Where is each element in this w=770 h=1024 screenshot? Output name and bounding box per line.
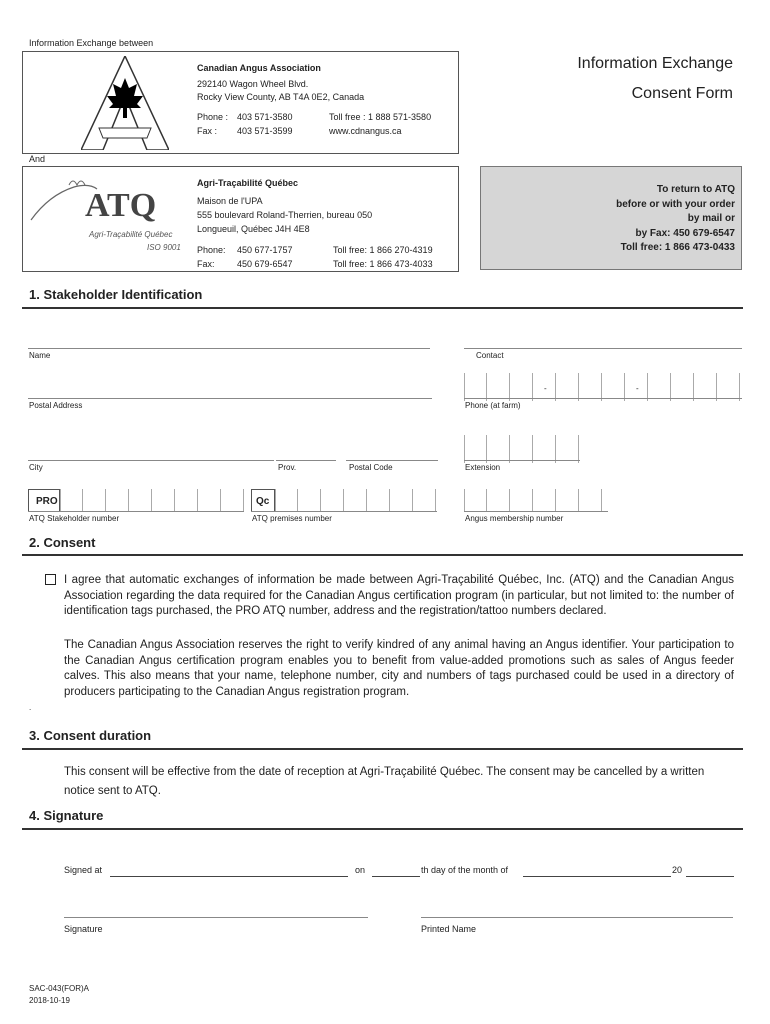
caa-address2: Rocky View County, AB T4A 0E2, Canada bbox=[197, 92, 365, 102]
printed-name-label: Printed Name bbox=[421, 924, 477, 934]
return-line1: To return to ATQ bbox=[656, 184, 735, 195]
year-prefix: 20 bbox=[672, 865, 683, 875]
signature-label: Signature bbox=[64, 924, 103, 934]
return-line4: by Fax: 450 679-6547 bbox=[635, 227, 735, 239]
premises-label: ATQ premises number bbox=[252, 514, 332, 523]
atq-address1: Maison de l'UPA bbox=[197, 196, 263, 206]
consent-para2: The Canadian Angus Association reserves the right to verify kindred of any animal having an Angus identifier. Your participation to the Canadian Angus certification program enables you to benefit from value-added promotions such as sales of Angus feeder calves. This also means that your name, telephone number, city and numbers of tags purchased could be used in a directory of producers participating to the Canadian Angus registration program. bbox=[64, 639, 734, 698]
return-line3: by mail or bbox=[687, 213, 735, 224]
return-box bbox=[480, 166, 742, 270]
month-field[interactable] bbox=[523, 876, 671, 877]
phone-line bbox=[464, 398, 742, 399]
caa-phone: 403 571-3580 bbox=[237, 112, 293, 122]
return-line5: Toll free: 1 866 473-0433 bbox=[620, 242, 735, 253]
contact-label: Contact bbox=[476, 351, 504, 360]
phone-dash-2: - bbox=[636, 384, 639, 393]
name-field[interactable] bbox=[28, 348, 430, 349]
stray-dot: . bbox=[29, 703, 32, 712]
consent-checkbox[interactable] bbox=[45, 574, 56, 585]
return-line2: before or with your order bbox=[616, 198, 735, 210]
caa-name: Canadian Angus Association bbox=[197, 63, 321, 73]
postal-address-label: Postal Address bbox=[29, 401, 83, 410]
prov-field[interactable] bbox=[276, 460, 336, 461]
caa-fax-label: Fax : bbox=[197, 126, 218, 136]
prov-label: Prov. bbox=[278, 463, 297, 472]
postal-address-field[interactable] bbox=[28, 398, 432, 399]
caa-tollfree: Toll free : 1 888 571-3580 bbox=[329, 112, 432, 122]
qc-prefix-box bbox=[251, 489, 275, 512]
phone-cells[interactable] bbox=[464, 373, 740, 401]
caa-phone-label: Phone : bbox=[197, 112, 229, 122]
pro-prefix-box bbox=[28, 489, 60, 512]
name-label: Name bbox=[29, 351, 51, 360]
premises-number-cells[interactable] bbox=[275, 489, 436, 511]
signed-at-field[interactable] bbox=[110, 876, 348, 877]
atq-box bbox=[22, 166, 459, 272]
printed-name-field[interactable] bbox=[421, 917, 733, 918]
caa-address1: 292140 Wagon Wheel Blvd. bbox=[197, 79, 309, 89]
form-title-line1: Information Exchange bbox=[577, 55, 733, 72]
pro-prefix: PRO bbox=[36, 496, 58, 507]
form-title-line2: Consent Form bbox=[631, 85, 733, 102]
membership-number-cells[interactable] bbox=[464, 489, 602, 511]
year-field[interactable] bbox=[686, 876, 734, 877]
section1-title: 1. Stakeholder Identification bbox=[29, 287, 203, 302]
caa-web: www.cdnangus.ca bbox=[329, 126, 402, 136]
stakeholder-label: ATQ Stakeholder number bbox=[29, 514, 120, 523]
membership-label: Angus membership number bbox=[465, 514, 564, 523]
atq-fax-label: Fax: bbox=[197, 259, 215, 269]
postal-code-field[interactable] bbox=[346, 460, 438, 461]
signature-field[interactable] bbox=[64, 917, 368, 918]
atq-phone-label: Phone: bbox=[197, 245, 226, 255]
stakeholder-number-cells[interactable] bbox=[60, 489, 244, 511]
atq-logo bbox=[29, 175, 189, 255]
atq-logo-iso: ISO 9001 bbox=[147, 243, 181, 252]
atq-logo-text: ATQ bbox=[85, 187, 157, 224]
city-field[interactable] bbox=[28, 460, 274, 461]
atq-phone: 450 677-1757 bbox=[237, 245, 293, 255]
atq-address3: Longueuil, Québec J4H 4E8 bbox=[197, 224, 310, 234]
extension-cells[interactable] bbox=[464, 435, 579, 463]
phone-dash-1: - bbox=[544, 384, 547, 393]
signed-at-label: Signed at bbox=[64, 865, 103, 875]
section4-rule bbox=[22, 828, 743, 830]
section3-title: 3. Consent duration bbox=[29, 728, 152, 743]
atq-tollfree1: Toll free: 1 866 270-4319 bbox=[333, 245, 433, 255]
membership-line bbox=[464, 511, 608, 512]
extension-line bbox=[464, 460, 580, 461]
day-field[interactable] bbox=[372, 876, 420, 877]
section2-title: 2. Consent bbox=[29, 535, 96, 550]
intro-text: Information Exchange between bbox=[29, 38, 154, 48]
postal-code-label: Postal Code bbox=[349, 463, 393, 472]
atq-address2: 555 boulevard Roland-Therrien, bureau 050 bbox=[197, 210, 373, 220]
consent-duration-text: This consent will be effective from the date of reception at Agri-Traçabilité Québec. The consent may be cancelled by a written notice sent to ATQ. bbox=[64, 766, 705, 797]
consent-para1: I agree that automatic exchanges of information be made between Agri-Traçabilité Québec, Inc. (ATQ) and the Canadian Angus Association regarding the data required for the Canadian Angus certification program (in particular, but not limited to: the number of identification tags purchased, the PRO ATQ number, address and the registration/tattoo numbers declared. bbox=[64, 574, 734, 617]
contact-field[interactable] bbox=[464, 348, 742, 349]
qc-prefix: Qc bbox=[256, 496, 270, 507]
section3-rule bbox=[22, 748, 743, 750]
section4-title: 4. Signature bbox=[29, 808, 104, 823]
caa-fax: 403 571-3599 bbox=[237, 126, 293, 136]
stakeholder-line bbox=[28, 511, 244, 512]
day-of-label: th day of the month of bbox=[421, 865, 509, 875]
atq-name: Agri-Traçabilité Québec bbox=[197, 178, 299, 188]
premises-line bbox=[251, 511, 437, 512]
caa-box bbox=[22, 51, 459, 154]
atq-logo-sub: Agri-Traçabilité Québec bbox=[89, 230, 173, 239]
section2-rule bbox=[22, 554, 743, 556]
phone-label: Phone (at farm) bbox=[465, 401, 521, 410]
extension-label: Extension bbox=[465, 463, 501, 472]
on-label: on bbox=[355, 865, 366, 875]
caa-logo-icon bbox=[81, 56, 169, 150]
footer-date: 2018-10-19 bbox=[29, 996, 70, 1005]
atq-tollfree2: Toll free: 1 866 473-4033 bbox=[333, 259, 433, 269]
city-label: City bbox=[29, 463, 43, 472]
atq-fax: 450 679-6547 bbox=[237, 259, 293, 269]
section1-rule bbox=[22, 307, 743, 309]
footer-code: SAC-043(FOR)A bbox=[29, 984, 90, 993]
and-text: And bbox=[29, 154, 46, 164]
